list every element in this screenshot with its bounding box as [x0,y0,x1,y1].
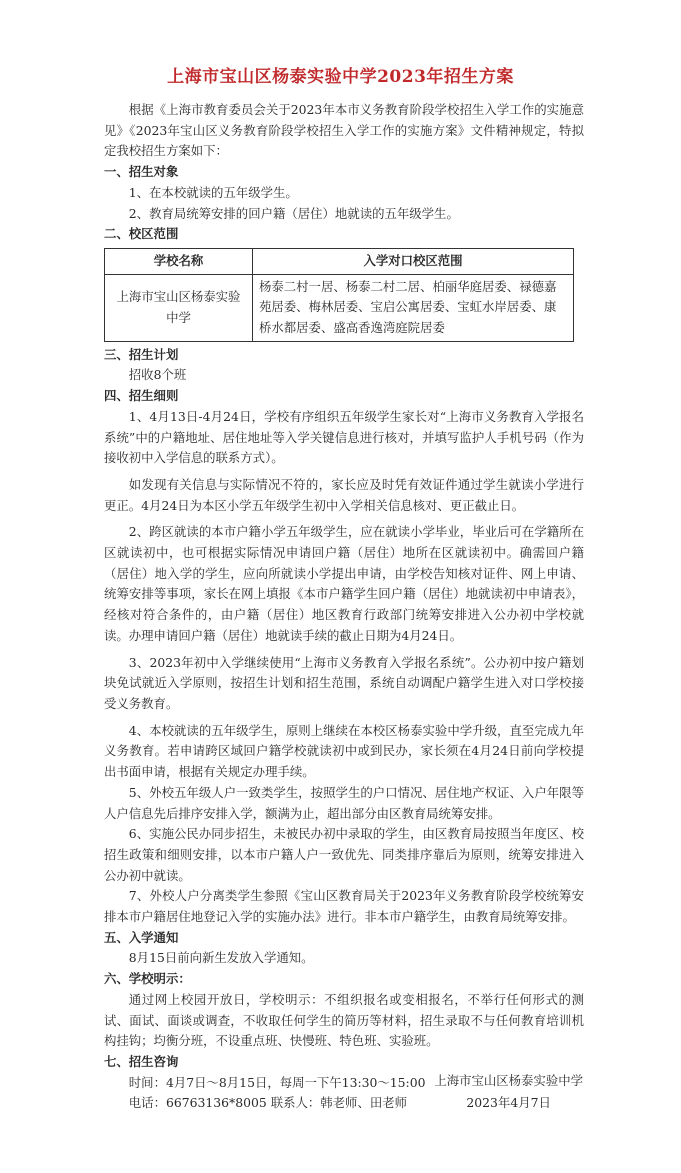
table-header-range: 入学对口校区范围 [253,248,574,274]
document-body [104,100,584,1114]
signature-org: 上海市宝山区杨泰实验中学 [434,1073,583,1088]
intro-paragraph: 根据《上海市教育委员会关于2023年本市义务教育阶段学校招生入学工作的实施意见》《2023年宝山区义务教育阶段学校招生入学工作的实施方案》文件精神规定，特拟定我校招生方案如下： [104,102,584,159]
section-2-heading: 二、校区范围 [104,226,179,242]
table-header-row [105,248,574,274]
rule-paragraph-5: 5、外校五年级人户一致类学生，按照学生的户口情况、居住地产权证、入户年限等人户信息先后排序安排入学，额满为止，超出部分由区教育局统筹安排。 [104,784,584,821]
table-cell-range: 杨泰二村一居、杨泰二村二居、柏丽华庭居委、禄德嘉苑居委、梅林居委、宝启公寓居委、宝虹水岸居委、康桥水都居委、盛高香逸湾庭院居委 [253,274,574,341]
signature-block [434,1070,583,1114]
section-6-text: 通过网上校园开放日，学校明示：不组织报名或变相报名，不举行任何形式的测试、面试、面谈或调查，不收取任何学生的简历等材料，招生录取不与任何教育培训机构挂钩；均衡分班，不设重点班、快慢班、特色班、实验班。 [104,991,584,1049]
section-1-heading: 一、招生对象 [104,164,179,180]
rule-paragraph-1b: 如发现有关信息与实际情况不符的，家长应及时凭有效证件通过学生就读小学进行更正。4月24日为本区小学五年级学生初中入学相关信息核对、更正截止日。 [104,476,584,513]
table-header-school: 学校名称 [105,248,253,274]
rule-paragraph-2: 2、跨区就读的本市户籍小学五年级学生，应在就读小学毕业，毕业后可在学籍所在区就读初中，也可根据实际情况申请回户籍（居住）地所在区就读初中。确需回户籍（居住）地入学的学生，应向所就读小学提出申请，由学校告知核对证件、网上申请、统筹安排等事项，家长在网上填报《本市户籍学生回户籍（居住）地就读初中申请表》，经核对符合条件的，由户籍（居住）地区教育行政部门统筹安排进入公办初中学校就读。办理申请回户籍（居住）地就读手续的截止日期为4月24日。 [104,524,584,643]
table-row [105,274,574,341]
rule-paragraph-7: 7、外校人户分离类学生参照《宝山区教育局关于2023年义务教育阶段学校统筹安排本市户籍居住地登记入学的实施办法》进行。非本市户籍学生，由教育局统筹安排。 [104,888,584,925]
consult-time: 时间：4月7日～8月15日，每周一下午13:30～15:00 [128,1074,426,1090]
rule-paragraph-1: 1、4月13日-4月24日，学校有序组织五年级学生家长对“上海市义务教育入学报名系统”中的户籍地址、居住地址等入学关键信息进行核对，并填写监护人手机号码（作为接收初中入学信息的联系方式）。 [104,408,584,466]
consult-phone: 电话：66763136*8005 联系人：韩老师、田老师 [128,1095,407,1111]
school-range-table [104,248,574,342]
section-4-heading: 四、招生细则 [104,388,179,404]
section-5-heading: 五、入学通知 [104,929,179,945]
section-5-text: 8月15日前向新生发放入学通知。 [128,950,314,966]
table-cell-school: 上海市宝山区杨泰实验中学 [105,274,253,341]
section-6-heading: 六、学校明示： [104,971,191,987]
rule-paragraph-4: 4、本校就读的五年级学生，原则上继续在本校区杨泰实验中学升级，直至完成九年义务教育。若申请跨区域回户籍学校就读初中或到民办，家长须在4月24日前向学校提出书面申请，根据有关规定办理手续。 [104,722,584,780]
section-3-heading: 三、招生计划 [104,346,179,362]
document-title: 上海市宝山区杨泰实验中学2023年招生方案 [167,67,514,87]
section-7-heading: 七、招生咨询 [104,1053,179,1069]
section-3-text: 招收8个班 [128,367,187,383]
rule-paragraph-3: 3、2023年初中入学继续使用“上海市义务教育入学报名系统”。公办初中按户籍划块免试就近入学原则，按招生计划和招生范围，系统自动调配户籍学生进入对口学校接受义务教育。 [104,654,584,711]
section-1-item: 1、在本校就读的五年级学生。 [128,184,298,200]
signature-date: 2023年4月7日 [466,1095,551,1110]
section-1-item: 2、教育局统筹安排的回户籍（居住）地就读的五年级学生。 [128,205,459,221]
rule-paragraph-6: 6、实施公民办同步招生，未被民办初中录取的学生，由区教育局按照当年度区、校招生政策和细则安排，以本市户籍人户一致优先、同类排序靠后为原则，统筹安排进入公办初中就读。 [104,826,584,883]
